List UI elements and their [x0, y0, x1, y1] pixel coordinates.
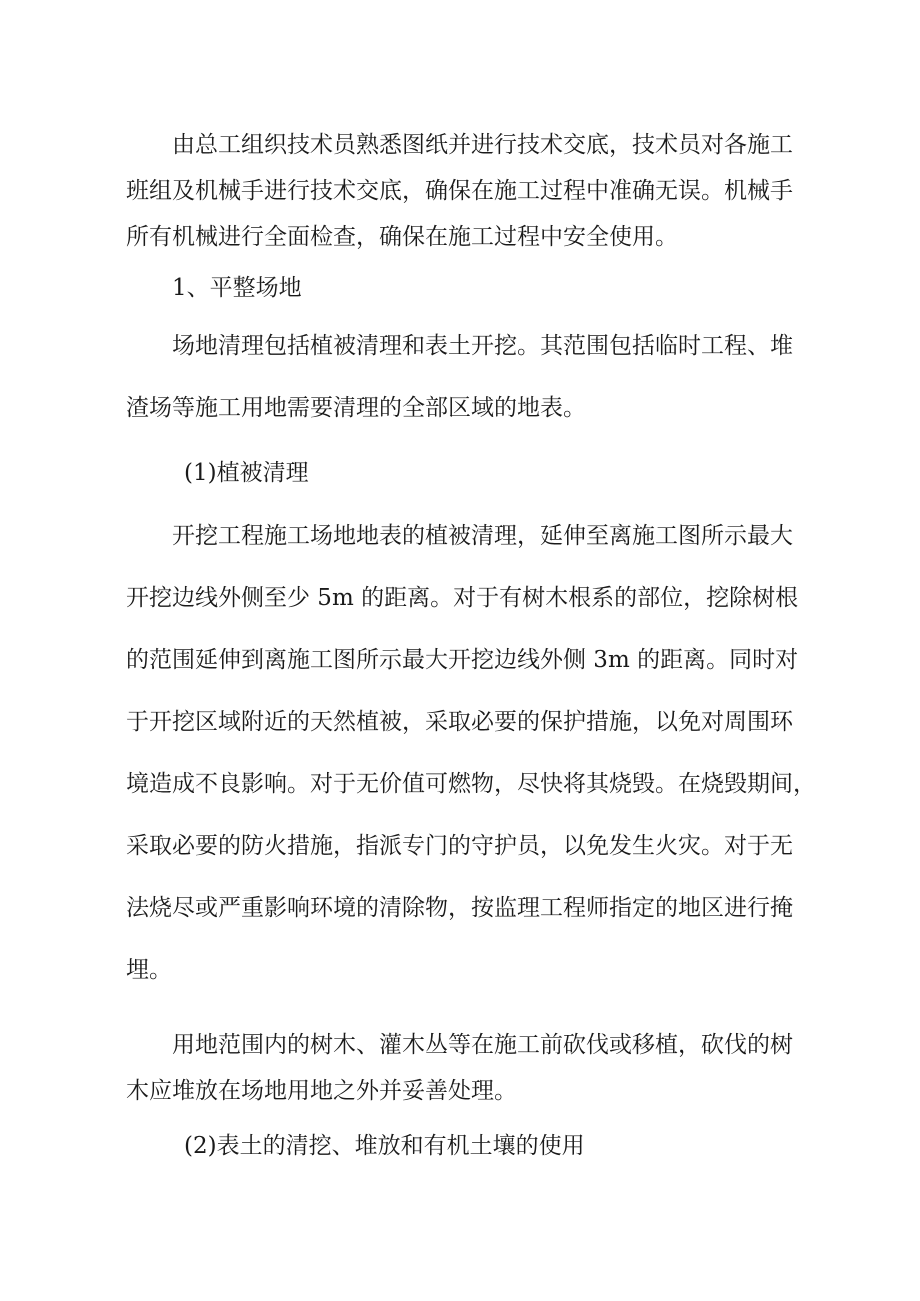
text-line: 采取必要的防火措施，指派专门的守护员，以免发生火灾。对于无: [126, 833, 793, 859]
text-line: 开挖工程施工场地地表的植被清理，延伸至离施工图所示最大: [172, 523, 793, 549]
heading-text: (1)植被清理: [184, 460, 309, 486]
paragraph-vegetation: [126, 505, 816, 1001]
text-line: 渣场等施工用地需要清理的全部区域的地表。: [126, 395, 586, 421]
subsection-heading-vegetation: [126, 450, 802, 496]
text-line: 埋。: [126, 957, 172, 983]
subsection-heading-topsoil: [126, 1123, 802, 1169]
heading-text: 1、平整场地: [172, 275, 302, 301]
paragraph-intro: [126, 122, 802, 260]
text-line: 木应堆放在场地用地之外并妥善处理。: [126, 1078, 517, 1104]
text-line: 由总工组织技术员熟悉图纸并进行技术交底，技术员对各施工: [172, 132, 793, 158]
text-line: 场地清理包括植被清理和表土开挖。其范围包括临时工程、堆: [172, 333, 793, 359]
text-line: 的范围延伸到离施工图所示最大开挖边线外侧 3m 的距离。同时对: [126, 647, 799, 673]
text-line: 法烧尽或严重影响环境的清除物，按监理工程师指定的地区进行掩: [126, 895, 793, 921]
text-line: 用地范围内的树木、灌木丛等在施工前砍伐或移植，砍伐的树: [172, 1032, 793, 1058]
text-line: 境造成不良影响。对于无价值可燃物，尽快将其烧毁。在烧毁期间，: [126, 771, 816, 797]
paragraph-trees: [126, 1022, 802, 1114]
text-line: 班组及机械手进行技术交底，确保在施工过程中准确无误。机械手: [126, 178, 793, 204]
text-line: 开挖边线外侧至少 5m 的距离。对于有树木根系的部位，挖除树根: [126, 585, 799, 611]
text-line: 所有机械进行全面检查，确保在施工过程中安全使用。: [126, 224, 678, 250]
text-line: 于开挖区域附近的天然植被，采取必要的保护措施，以免对周围环: [126, 709, 793, 735]
paragraph-site-clearing: [126, 315, 802, 439]
section-heading: [126, 265, 802, 311]
heading-text: (2)表土的清挖、堆放和有机土壤的使用: [184, 1133, 585, 1159]
